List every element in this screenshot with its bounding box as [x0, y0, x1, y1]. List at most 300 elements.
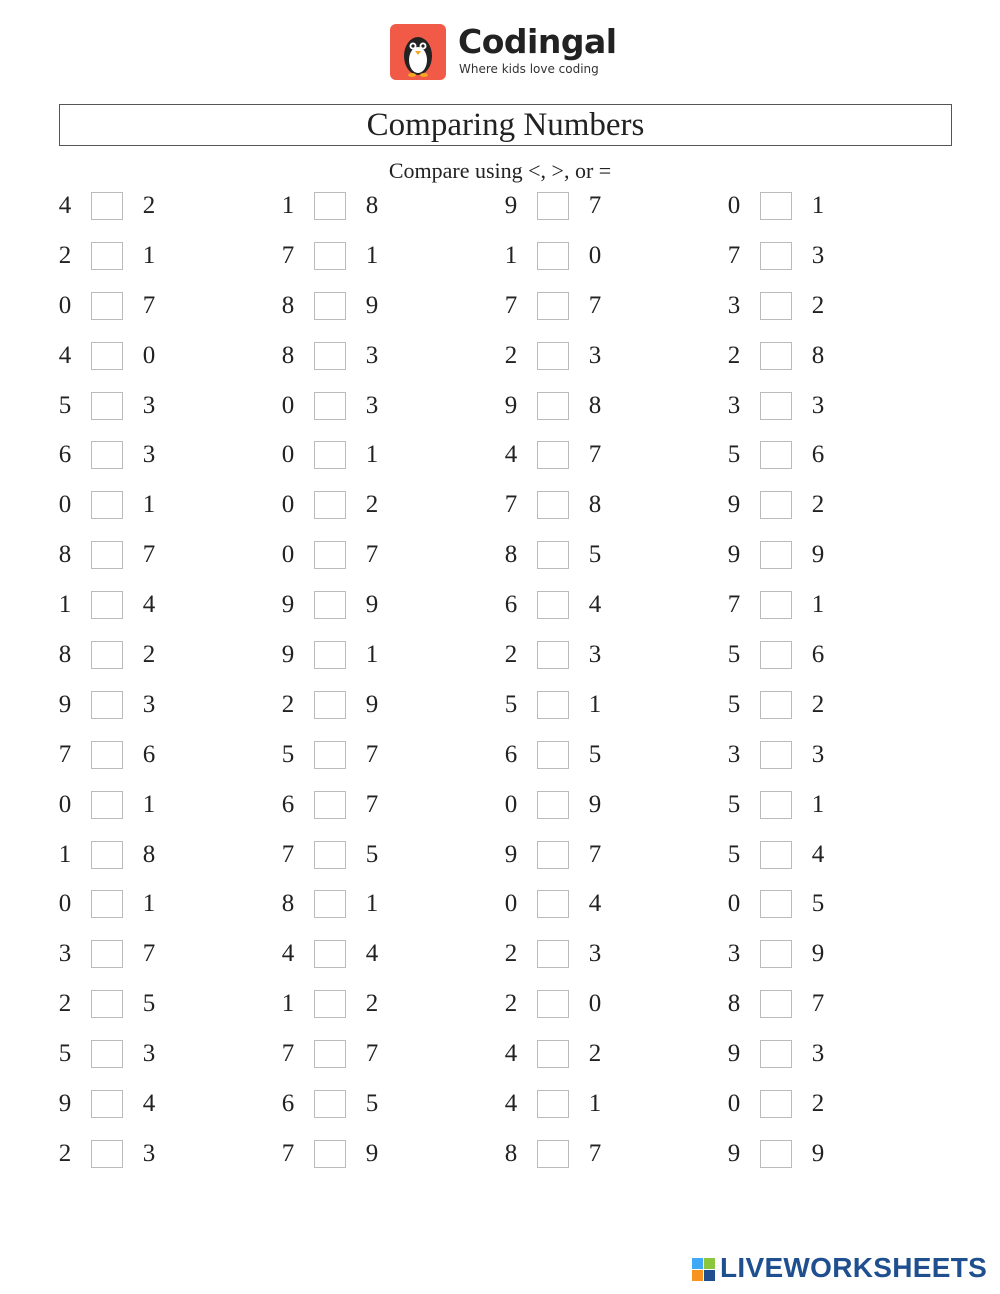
- right-number: 8: [365, 192, 379, 219]
- left-number: 3: [727, 291, 741, 319]
- comparison-problem: [280, 884, 480, 924]
- comparison-problem: [57, 835, 257, 875]
- answer-box[interactable]: [537, 691, 569, 719]
- comparison-problem: [503, 286, 703, 326]
- answer-box[interactable]: [314, 641, 346, 669]
- left-number: 9: [58, 1090, 72, 1118]
- comparison-problem: [57, 286, 257, 326]
- answer-box[interactable]: [537, 441, 569, 469]
- left-number: 3: [58, 940, 72, 968]
- problem-row: [57, 934, 957, 984]
- comparison-problem: [726, 535, 926, 575]
- left-number: 5: [504, 690, 518, 718]
- comparison-problem: [280, 1034, 480, 1074]
- answer-box[interactable]: [760, 641, 792, 669]
- left-number: 4: [281, 940, 295, 968]
- left-number: 6: [281, 790, 295, 818]
- comparison-problem: [726, 685, 926, 725]
- problem-row: [57, 735, 957, 785]
- right-number: 4: [142, 591, 156, 619]
- left-number: 4: [58, 341, 72, 369]
- left-number: 0: [281, 391, 295, 419]
- comparison-problem: [280, 635, 480, 675]
- answer-box[interactable]: [314, 591, 346, 619]
- right-number: 3: [588, 940, 602, 968]
- answer-box[interactable]: [314, 691, 346, 719]
- problem-row: [57, 1084, 957, 1134]
- left-number: 8: [504, 1139, 518, 1167]
- right-number: 3: [811, 391, 825, 419]
- problem-row: [57, 485, 957, 535]
- problem-row: [57, 1034, 957, 1084]
- answer-box[interactable]: [91, 591, 123, 619]
- left-number: 2: [58, 1139, 72, 1167]
- answer-box[interactable]: [537, 841, 569, 869]
- left-number: 9: [58, 690, 72, 718]
- comparison-problem: [503, 236, 703, 276]
- answer-box[interactable]: [537, 342, 569, 370]
- right-number: 7: [142, 541, 156, 569]
- right-number: 3: [588, 641, 602, 669]
- comparison-problem: [726, 884, 926, 924]
- left-number: 0: [58, 790, 72, 818]
- comparison-problem: [57, 635, 257, 675]
- comparison-problem: [57, 884, 257, 924]
- left-number: 9: [281, 641, 295, 669]
- answer-box[interactable]: [91, 1090, 123, 1118]
- answer-box[interactable]: [537, 940, 569, 968]
- comparison-problem: [57, 386, 257, 426]
- problem-row: [57, 835, 957, 885]
- problem-row: [57, 435, 957, 485]
- left-number: 7: [281, 1139, 295, 1167]
- answer-box[interactable]: [537, 541, 569, 569]
- comparison-problem: [57, 535, 257, 575]
- comparison-problem: [726, 1084, 926, 1124]
- comparison-problem: [726, 735, 926, 775]
- answer-box[interactable]: [537, 641, 569, 669]
- answer-box[interactable]: [760, 1090, 792, 1118]
- right-number: 0: [588, 990, 602, 1018]
- right-number: 6: [142, 740, 156, 768]
- right-number: 7: [588, 192, 602, 219]
- left-number: 0: [58, 491, 72, 519]
- comparison-problem: [503, 585, 703, 625]
- comparison-problem: [280, 785, 480, 825]
- answer-box[interactable]: [760, 441, 792, 469]
- answer-box[interactable]: [760, 841, 792, 869]
- left-number: 2: [504, 341, 518, 369]
- left-number: 5: [58, 1040, 72, 1068]
- answer-box[interactable]: [91, 890, 123, 918]
- answer-box[interactable]: [314, 541, 346, 569]
- answer-box[interactable]: [91, 1040, 123, 1068]
- left-number: 6: [504, 740, 518, 768]
- comparison-problem: [280, 1084, 480, 1124]
- answer-box[interactable]: [760, 192, 792, 220]
- answer-box[interactable]: [314, 741, 346, 769]
- left-number: 6: [281, 1090, 295, 1118]
- left-number: 6: [58, 441, 72, 469]
- answer-box[interactable]: [91, 641, 123, 669]
- comparison-problem: [57, 236, 257, 276]
- answer-box[interactable]: [91, 342, 123, 370]
- brand-tagline: Where kids love coding: [459, 62, 599, 76]
- left-number: 7: [281, 840, 295, 868]
- right-number: 5: [588, 740, 602, 768]
- left-number: 7: [504, 291, 518, 319]
- right-number: 1: [588, 1090, 602, 1118]
- answer-box[interactable]: [760, 491, 792, 519]
- answer-box[interactable]: [760, 392, 792, 420]
- left-number: 0: [281, 441, 295, 469]
- comparison-problem: [280, 685, 480, 725]
- comparison-problem: [503, 735, 703, 775]
- right-number: 9: [365, 1139, 379, 1167]
- left-number: 2: [504, 641, 518, 669]
- comparison-problem: [57, 336, 257, 376]
- right-number: 0: [588, 241, 602, 269]
- penguin-icon: [390, 24, 446, 80]
- comparison-problem: [503, 336, 703, 376]
- comparison-problem: [726, 236, 926, 276]
- right-number: 5: [142, 990, 156, 1018]
- comparison-problem: [503, 884, 703, 924]
- answer-box[interactable]: [537, 292, 569, 320]
- left-number: 0: [281, 491, 295, 519]
- comparison-problem: [726, 186, 926, 226]
- answer-box[interactable]: [760, 342, 792, 370]
- comparison-problem: [726, 336, 926, 376]
- left-number: 7: [58, 740, 72, 768]
- right-number: 8: [142, 840, 156, 868]
- left-number: 8: [58, 541, 72, 569]
- answer-box[interactable]: [537, 791, 569, 819]
- left-number: 7: [727, 241, 741, 269]
- problem-grid: [57, 186, 957, 1184]
- left-number: 3: [727, 940, 741, 968]
- comparison-problem: [280, 835, 480, 875]
- left-number: 9: [504, 192, 518, 219]
- answer-box[interactable]: [314, 441, 346, 469]
- answer-box[interactable]: [314, 1040, 346, 1068]
- left-number: 1: [504, 241, 518, 269]
- right-number: 7: [588, 840, 602, 868]
- left-number: 7: [504, 491, 518, 519]
- answer-box[interactable]: [760, 691, 792, 719]
- answer-box[interactable]: [537, 1090, 569, 1118]
- comparison-problem: [57, 785, 257, 825]
- comparison-problem: [503, 835, 703, 875]
- right-number: 6: [811, 441, 825, 469]
- comparison-problem: [726, 1034, 926, 1074]
- left-number: 9: [504, 391, 518, 419]
- right-number: 3: [588, 341, 602, 369]
- right-number: 7: [588, 1139, 602, 1167]
- right-number: 2: [811, 491, 825, 519]
- comparison-problem: [280, 236, 480, 276]
- answer-box[interactable]: [760, 890, 792, 918]
- left-number: 8: [281, 291, 295, 319]
- right-number: 4: [588, 890, 602, 918]
- worksheet-title: Comparing Numbers: [59, 104, 952, 146]
- problem-row: [57, 785, 957, 835]
- answer-box[interactable]: [314, 1140, 346, 1168]
- comparison-problem: [503, 934, 703, 974]
- left-number: 5: [58, 391, 72, 419]
- problem-row: [57, 286, 957, 336]
- answer-box[interactable]: [91, 940, 123, 968]
- right-number: 3: [811, 1040, 825, 1068]
- answer-box[interactable]: [537, 1040, 569, 1068]
- liveworksheets-text: LIVEWORKSHEETS: [720, 1252, 988, 1283]
- comparison-problem: [726, 1134, 926, 1174]
- left-number: 0: [727, 890, 741, 918]
- right-number: 7: [365, 740, 379, 768]
- answer-box[interactable]: [760, 990, 792, 1018]
- comparison-problem: [726, 286, 926, 326]
- right-number: 1: [811, 790, 825, 818]
- answer-box[interactable]: [314, 841, 346, 869]
- left-number: 1: [281, 990, 295, 1018]
- right-number: 7: [365, 541, 379, 569]
- comparison-problem: [280, 984, 480, 1024]
- comparison-problem: [57, 1034, 257, 1074]
- left-number: 8: [504, 541, 518, 569]
- answer-box[interactable]: [91, 491, 123, 519]
- comparison-problem: [503, 435, 703, 475]
- left-number: 8: [281, 890, 295, 918]
- right-number: 9: [811, 940, 825, 968]
- right-number: 9: [365, 690, 379, 718]
- answer-box[interactable]: [760, 541, 792, 569]
- right-number: 5: [588, 541, 602, 569]
- answer-box[interactable]: [760, 791, 792, 819]
- comparison-problem: [726, 785, 926, 825]
- answer-box[interactable]: [91, 741, 123, 769]
- answer-box[interactable]: [314, 1090, 346, 1118]
- comparison-problem: [726, 835, 926, 875]
- left-number: 3: [727, 391, 741, 419]
- left-number: 7: [281, 241, 295, 269]
- right-number: 9: [365, 591, 379, 619]
- right-number: 9: [365, 291, 379, 319]
- right-number: 3: [142, 1139, 156, 1167]
- answer-box[interactable]: [760, 1140, 792, 1168]
- comparison-problem: [726, 435, 926, 475]
- left-number: 0: [58, 890, 72, 918]
- comparison-problem: [503, 984, 703, 1024]
- right-number: 3: [365, 391, 379, 419]
- liveworksheets-logo: [692, 1254, 992, 1284]
- answer-box[interactable]: [760, 741, 792, 769]
- right-number: 3: [142, 391, 156, 419]
- comparison-problem: [57, 1084, 257, 1124]
- answer-box[interactable]: [537, 890, 569, 918]
- left-number: 8: [727, 990, 741, 1018]
- answer-box[interactable]: [314, 342, 346, 370]
- problem-row: [57, 984, 957, 1034]
- problem-row: [57, 386, 957, 436]
- left-number: 0: [281, 541, 295, 569]
- right-number: 2: [588, 1040, 602, 1068]
- answer-box[interactable]: [760, 292, 792, 320]
- comparison-problem: [280, 535, 480, 575]
- left-number: 2: [58, 241, 72, 269]
- comparison-problem: [280, 336, 480, 376]
- left-number: 5: [727, 441, 741, 469]
- right-number: 2: [811, 690, 825, 718]
- answer-box[interactable]: [314, 940, 346, 968]
- comparison-problem: [280, 186, 480, 226]
- right-number: 5: [365, 1090, 379, 1118]
- left-number: 8: [58, 641, 72, 669]
- right-number: 9: [588, 790, 602, 818]
- left-number: 5: [727, 690, 741, 718]
- answer-box[interactable]: [91, 791, 123, 819]
- comparison-problem: [280, 485, 480, 525]
- right-number: 1: [142, 491, 156, 519]
- left-number: 4: [504, 441, 518, 469]
- comparison-problem: [280, 286, 480, 326]
- answer-box[interactable]: [314, 242, 346, 270]
- right-number: 7: [811, 990, 825, 1018]
- comparison-problem: [57, 485, 257, 525]
- comparison-problem: [726, 934, 926, 974]
- liveworksheets-icon: [692, 1258, 716, 1282]
- right-number: 7: [588, 291, 602, 319]
- left-number: 5: [727, 641, 741, 669]
- problem-row: [57, 685, 957, 735]
- right-number: 7: [365, 1040, 379, 1068]
- right-number: 1: [365, 641, 379, 669]
- problem-row: [57, 535, 957, 585]
- answer-box[interactable]: [314, 890, 346, 918]
- left-number: 4: [58, 192, 72, 219]
- right-number: 3: [142, 690, 156, 718]
- answer-box[interactable]: [537, 491, 569, 519]
- answer-box[interactable]: [760, 1040, 792, 1068]
- right-number: 3: [811, 740, 825, 768]
- answer-box[interactable]: [537, 990, 569, 1018]
- left-number: 9: [727, 1040, 741, 1068]
- left-number: 0: [727, 1090, 741, 1118]
- answer-box[interactable]: [537, 192, 569, 220]
- comparison-problem: [503, 386, 703, 426]
- problem-row: [57, 635, 957, 685]
- comparison-problem: [57, 585, 257, 625]
- answer-box[interactable]: [537, 741, 569, 769]
- answer-box[interactable]: [91, 242, 123, 270]
- right-number: 1: [142, 241, 156, 269]
- left-number: 0: [727, 192, 741, 219]
- comparison-problem: [57, 984, 257, 1024]
- answer-box[interactable]: [537, 1140, 569, 1168]
- right-number: 8: [588, 391, 602, 419]
- answer-box[interactable]: [314, 491, 346, 519]
- answer-box[interactable]: [537, 591, 569, 619]
- right-number: 5: [811, 890, 825, 918]
- comparison-problem: [503, 635, 703, 675]
- right-number: 2: [142, 192, 156, 219]
- left-number: 2: [504, 990, 518, 1018]
- left-number: 2: [727, 341, 741, 369]
- right-number: 3: [142, 441, 156, 469]
- answer-box[interactable]: [760, 242, 792, 270]
- comparison-problem: [726, 984, 926, 1024]
- left-number: 7: [281, 1040, 295, 1068]
- answer-box[interactable]: [314, 292, 346, 320]
- right-number: 1: [811, 192, 825, 219]
- answer-box[interactable]: [91, 541, 123, 569]
- problem-row: [57, 1134, 957, 1184]
- answer-box[interactable]: [91, 192, 123, 220]
- right-number: 1: [142, 890, 156, 918]
- answer-box[interactable]: [91, 691, 123, 719]
- left-number: 0: [504, 890, 518, 918]
- brand-name: Codingal: [458, 22, 617, 61]
- answer-box[interactable]: [314, 392, 346, 420]
- answer-box[interactable]: [537, 392, 569, 420]
- answer-box[interactable]: [760, 940, 792, 968]
- left-number: 2: [504, 940, 518, 968]
- right-number: 4: [811, 840, 825, 868]
- left-number: 9: [727, 541, 741, 569]
- right-number: 2: [365, 491, 379, 519]
- answer-box[interactable]: [314, 990, 346, 1018]
- answer-box[interactable]: [91, 990, 123, 1018]
- answer-box[interactable]: [314, 791, 346, 819]
- answer-box[interactable]: [91, 441, 123, 469]
- comparison-problem: [503, 1034, 703, 1074]
- left-number: 7: [727, 591, 741, 619]
- answer-box[interactable]: [91, 1140, 123, 1168]
- answer-box[interactable]: [760, 591, 792, 619]
- right-number: 4: [365, 940, 379, 968]
- right-number: 8: [588, 491, 602, 519]
- comparison-problem: [57, 934, 257, 974]
- comparison-problem: [280, 735, 480, 775]
- comparison-problem: [280, 386, 480, 426]
- left-number: 1: [58, 591, 72, 619]
- left-number: 9: [281, 591, 295, 619]
- right-number: 1: [365, 441, 379, 469]
- left-number: 4: [504, 1040, 518, 1068]
- right-number: 9: [811, 1139, 825, 1167]
- answer-box[interactable]: [537, 242, 569, 270]
- left-number: 1: [58, 840, 72, 868]
- right-number: 3: [811, 241, 825, 269]
- right-number: 1: [365, 241, 379, 269]
- answer-box[interactable]: [314, 192, 346, 220]
- right-number: 2: [811, 291, 825, 319]
- answer-box[interactable]: [91, 841, 123, 869]
- comparison-problem: [280, 585, 480, 625]
- answer-box[interactable]: [91, 292, 123, 320]
- comparison-problem: [503, 535, 703, 575]
- right-number: 1: [142, 790, 156, 818]
- right-number: 2: [142, 641, 156, 669]
- comparison-problem: [503, 485, 703, 525]
- left-number: 6: [504, 591, 518, 619]
- right-number: 1: [811, 591, 825, 619]
- left-number: 2: [281, 690, 295, 718]
- answer-box[interactable]: [91, 392, 123, 420]
- left-number: 2: [58, 990, 72, 1018]
- left-number: 9: [727, 491, 741, 519]
- comparison-problem: [503, 785, 703, 825]
- right-number: 7: [142, 291, 156, 319]
